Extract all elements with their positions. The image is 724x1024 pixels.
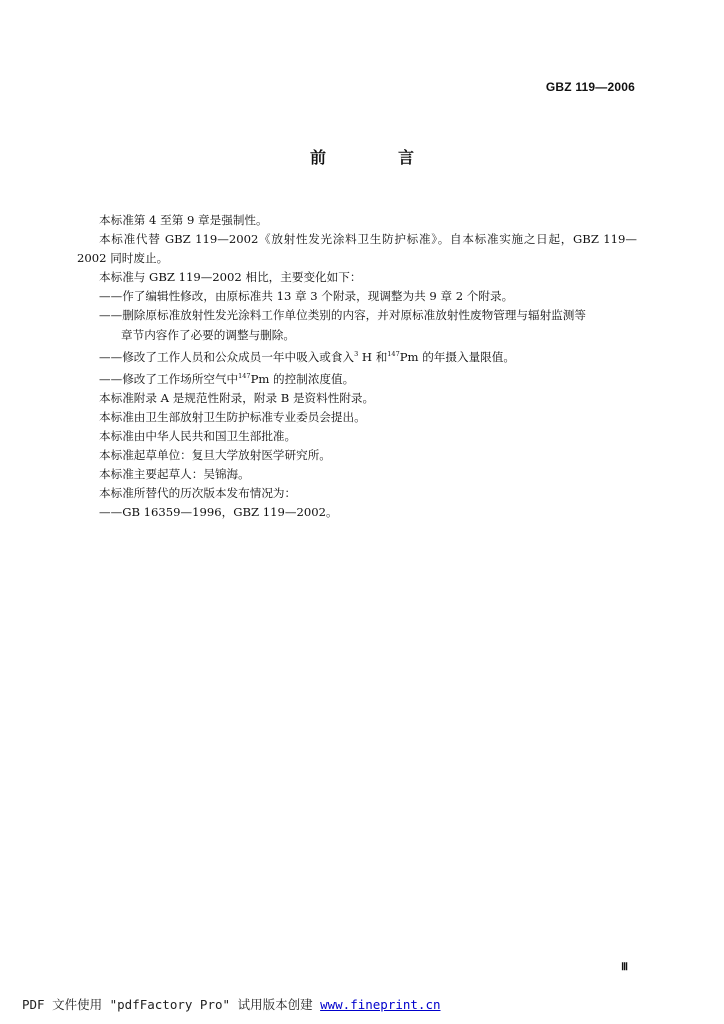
paragraph-proposed-by: 本标准由卫生部放射卫生防护标准专业委员会提出。: [99, 409, 366, 424]
page-number: Ⅲ: [621, 962, 628, 973]
previous-editions-item: ——GB 16359—1996，GBZ 119—2002。: [99, 505, 338, 520]
change-item-air-concentration: [77, 367, 637, 389]
pdf-footer: [22, 995, 441, 1013]
paragraph-drafters: 本标准主要起草人：吴锦海。: [99, 467, 250, 482]
page-title: 前 言: [309, 148, 442, 167]
change-item-deletion: ——删除原标准放射性发光涂料工作单位类别的内容，并对原标准放射性废物管理与辐射监测等: [99, 308, 586, 323]
footer-text: PDF 文件使用 "pdfFactory Pro" 试用版本创建: [22, 997, 321, 1012]
intake-text-mid: H 和: [358, 349, 388, 364]
paragraph-drafting-unit: 本标准起草单位：复旦大学放射医学研究所。: [99, 448, 331, 463]
foreword-body: [77, 211, 637, 523]
paragraph-mandatory: 本标准第 4 至第 9 章是强制性。: [99, 213, 268, 227]
intake-text-post: Pm 的年摄入量限值。: [399, 349, 515, 364]
change-item-intake-limits: [77, 345, 637, 367]
paragraph-approved-by: 本标准由中华人民共和国卫生部批准。: [99, 429, 297, 444]
paragraph-changes-intro: 本标准与 GBZ 119—2002 相比，主要变化如下：: [99, 270, 362, 285]
change-item-editorial: ——作了编辑性修改，由原标准共 13 章 3 个附录，现调整为共 9 章 2 个附录。: [99, 289, 514, 304]
intake-text-pre: ——修改了工作人员和公众成员一年中吸入或食入: [99, 349, 355, 364]
promethium-superscript: 147: [387, 349, 400, 358]
paragraph-replaces: 本标准代替 GBZ 119—2002《放射性发光涂料卫生防护标准》。自本标准实施之日起，GBZ 119—2002 同时废止。: [77, 232, 637, 266]
paragraph-annexes: 本标准附录 A 是规范性附录，附录 B 是资料性附录。: [99, 390, 375, 405]
air-text-pre: ——修改了工作场所空气中: [99, 371, 239, 386]
standard-code: GBZ 119—2006: [545, 80, 635, 94]
air-text-post: Pm 的控制浓度值。: [250, 371, 355, 386]
paragraph-previous-editions: 本标准所替代的历次版本发布情况为：: [99, 486, 297, 501]
footer-link[interactable]: www.fineprint.cn: [320, 997, 441, 1012]
air-promethium-superscript: 147: [238, 371, 251, 380]
tritium-superscript: 3: [354, 349, 359, 358]
change-item-deletion-continued: 章节内容作了必要的调整与删除。: [121, 327, 295, 342]
